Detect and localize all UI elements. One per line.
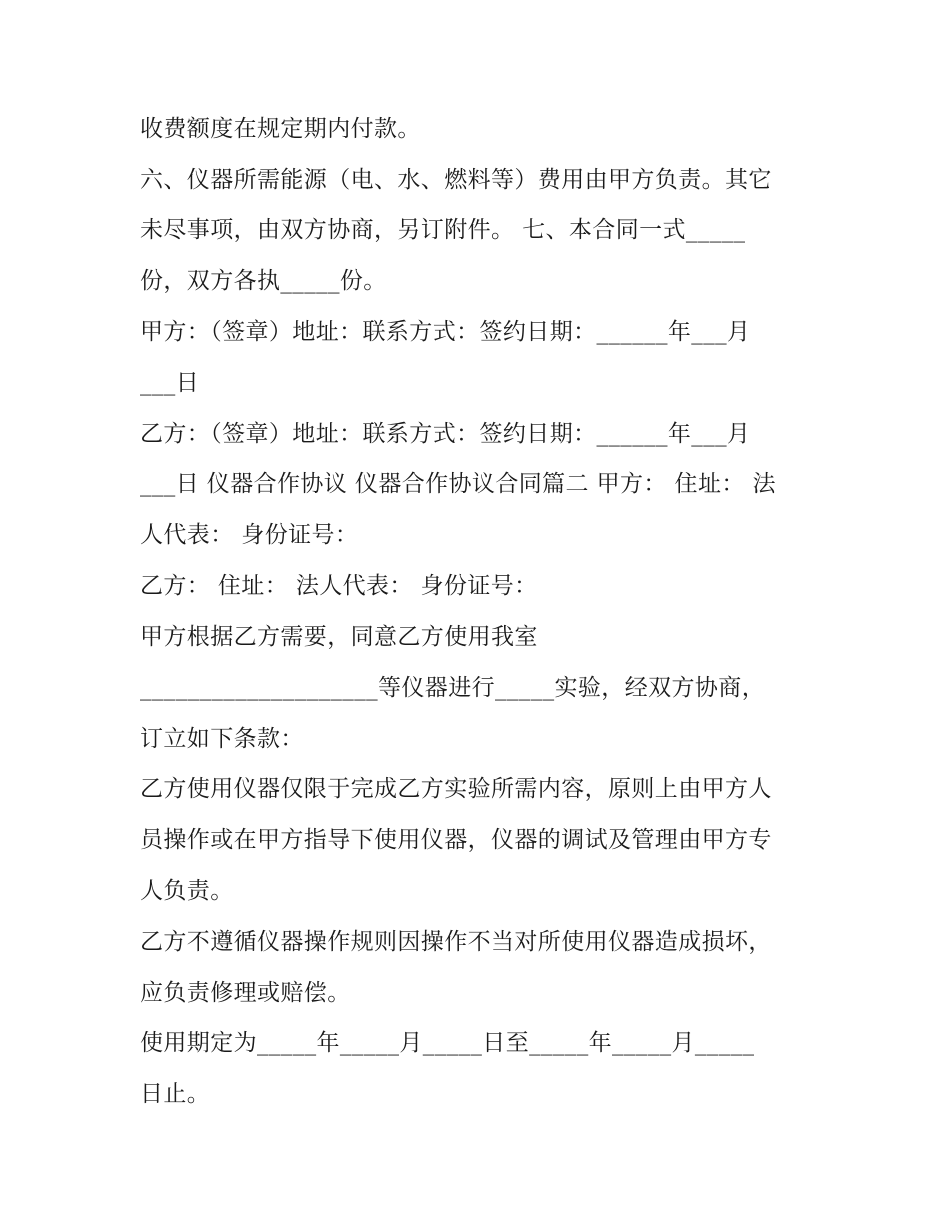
text-line: 乙方不遵循仪器操作规则因操作不当对所使用仪器造成损坏， [140,929,772,955]
text-line: ____________________等仪器进行_____实验，经双方协商， [140,675,766,701]
text-line: 员操作或在甲方指导下使用仪器，仪器的调试及管理由甲方专 [140,827,772,853]
text-line: 人代表： 身份证号： [140,522,359,548]
text-line: 人负责。 [140,878,234,904]
text-line: 订立如下条款： [140,726,304,752]
text-line: 乙方使用仪器仅限于完成乙方实验所需内容，原则上由甲方人 [140,776,772,802]
text-line: 份，双方各执_____份。 [140,268,387,294]
text-line: 甲方根据乙方需要，同意乙方使用我室 [140,624,538,650]
text-line: ___日 [140,370,200,396]
text-line: 收费额度在规定期内付款。 [140,116,421,142]
text-line: 日止。 [140,1081,211,1107]
text-line: 乙方：（签章）地址：联系方式：签约日期：______年___月 [140,421,751,447]
text-line: 六、仪器所需能源（电、水、燃料等）费用由甲方负责。其它 [140,167,772,193]
text-line: 乙方： 住址： 法人代表： 身份证号： [140,573,538,599]
text-line: 甲方：（签章）地址：联系方式：签约日期：______年___月 [140,319,751,345]
text-line: 未尽事项，由双方协商，另订附件。 七、本合同一式_____ [140,217,746,243]
text-line: ___日 仪器合作协议 仪器合作协议合同篇二 甲方： 住址： 法 [140,471,776,497]
text-line: 应负责修理或赔偿。 [140,980,351,1006]
text-line: 使用期定为_____年_____月_____日至_____年_____月_____ [140,1030,755,1056]
